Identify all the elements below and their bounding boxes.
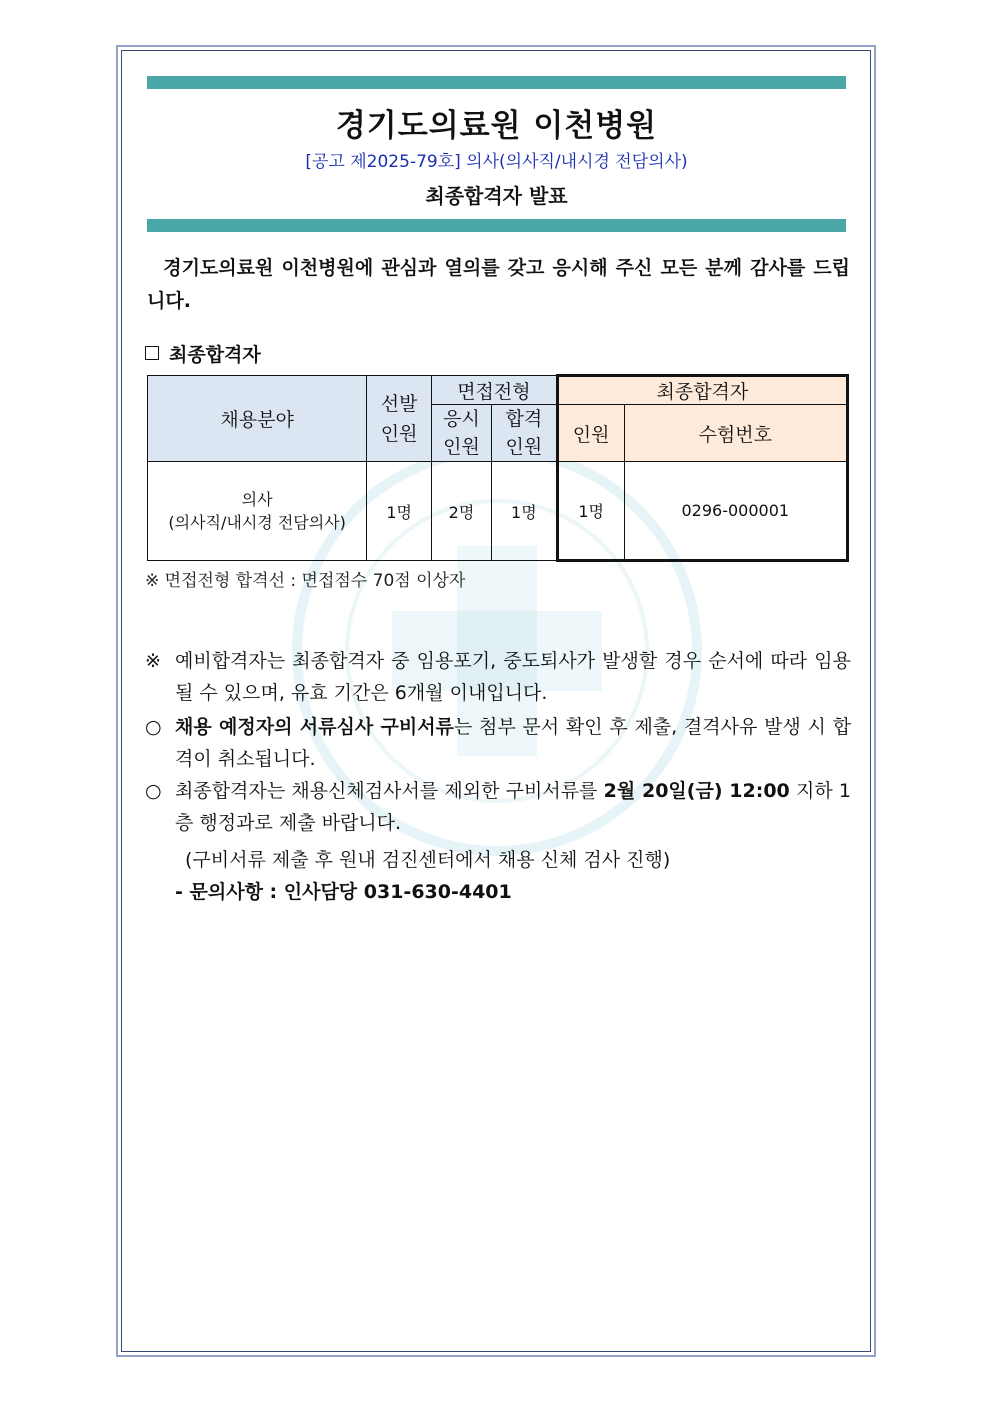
- page-subtitle: 최종합격자 발표: [425, 184, 568, 208]
- intro-text: [147, 252, 850, 318]
- reserve-note: [145, 645, 851, 709]
- row-applicants: 2명: [432, 462, 492, 561]
- contact-info: - 문의사항 : 인사담당 031-630-4401: [175, 881, 512, 903]
- submission-note-text: [175, 775, 851, 839]
- reference-mark-icon: ※: [145, 650, 161, 672]
- header-applicants: 응시 인원: [432, 405, 492, 462]
- row-field-line1: 의사: [241, 490, 273, 509]
- interview-cutoff-note: ※ 면접전형 합격선 : 면접점수 70점 이상자: [145, 571, 466, 591]
- header-interview: [432, 376, 558, 405]
- header-final-label: 최종합격자: [656, 381, 749, 403]
- header-field-label: 채용분야: [220, 409, 294, 431]
- reserve-note-text: 예비합격자는 최종합격자 중 임용포기, 중도퇴사가 발생할 경우 순서에 따라 임용될 수 있으며, 유효 기간은 6개월 이내입니다.: [175, 650, 851, 704]
- header-final: [557, 376, 847, 405]
- circle-bullet-icon: ○: [145, 780, 162, 802]
- row-field-line2: (의사직/내시경 전담의사): [168, 513, 346, 532]
- intro-text-content: 경기도의료원 이천병원에 관심과 열의를 갖고 응시해 주신 모든 분께 감사를 드립니다.: [147, 257, 850, 312]
- bottom-accent-bar: [147, 219, 846, 232]
- row-field: [148, 462, 367, 561]
- row-passed: 1명: [491, 462, 557, 561]
- row-quota: 1명: [367, 462, 432, 561]
- documents-note-rest: 는 첨부 문서 확인 후 제출, 결격사유 발생 시 합격이 취소됩니다.: [175, 716, 851, 770]
- results-table: [147, 374, 849, 562]
- circle-bullet-icon: ○: [145, 716, 162, 738]
- top-accent-bar: [147, 76, 846, 89]
- section-heading: [145, 340, 261, 367]
- header-interview-label: 면접전형: [457, 380, 531, 403]
- documents-note-bold: 채용 예정자의 서류심사 구비서류: [175, 716, 454, 738]
- health-check-note: (구비서류 제출 후 원내 검진센터에서 채용 신체 검사 진행): [185, 849, 671, 871]
- header-final-count-label: 인원: [572, 423, 610, 446]
- header-passed: 합격 인원: [491, 405, 557, 462]
- submission-note-pre: 최종합격자는 채용신체검사서를 제외한 구비서류를: [175, 780, 604, 802]
- section-heading-label: 최종합격자: [169, 344, 261, 366]
- page-title: 경기도의료원 이천병원: [335, 108, 658, 144]
- header-exam-no: [624, 405, 847, 462]
- header-quota: 선발 인원: [367, 376, 432, 462]
- row-exam-no: 0296-000001: [624, 462, 847, 561]
- checkbox-square-icon: [145, 346, 159, 360]
- notice-number: [공고 제2025-79호] 의사(의사직/내시경 전담의사): [305, 152, 688, 172]
- submission-deadline: 2월 20일(금) 12:00: [603, 780, 790, 802]
- row-final-count: 1명: [557, 462, 624, 561]
- header-final-count: [557, 405, 624, 462]
- header-field: [148, 376, 367, 462]
- submission-note-post: 지하 1층 행정과로 제출 바랍니다.: [175, 780, 851, 834]
- submission-note: [145, 775, 851, 839]
- documents-note-text: [175, 711, 851, 775]
- documents-note: [145, 711, 851, 775]
- header-exam-no-label: 수험번호: [698, 423, 772, 446]
